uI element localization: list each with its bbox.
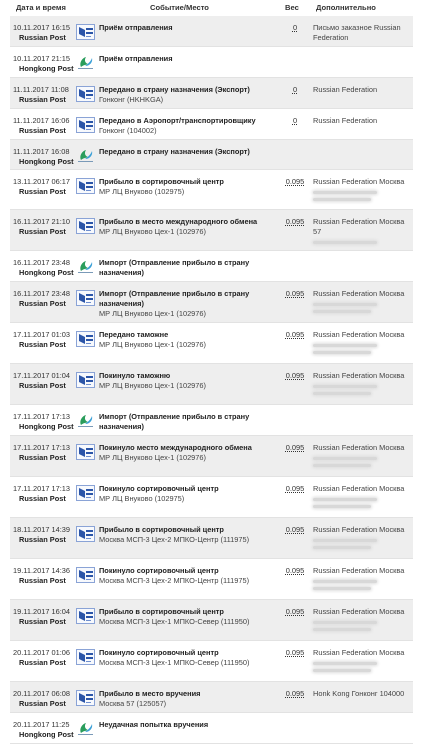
event-date: 11.11.2017 16:08 — [13, 147, 70, 156]
table-row — [10, 140, 413, 170]
event-cell — [99, 525, 265, 545]
hongkong-post-logo-icon — [76, 259, 95, 275]
redacted-address — [313, 505, 371, 508]
weight-value[interactable]: 0.095 — [285, 330, 305, 339]
event-title: Прибыло в место вручения — [99, 689, 201, 698]
carrier-name: Hongkong Post — [19, 157, 74, 166]
event-date: 10.11.2017 16:15 — [13, 23, 70, 32]
redacted-address — [313, 344, 377, 347]
table-header — [0, 0, 425, 14]
redacted-address — [313, 464, 371, 467]
extra-cell — [313, 566, 413, 590]
redacted-address — [313, 191, 377, 194]
event-location: МР ЛЦ Внуково (102975) — [99, 494, 185, 503]
event-cell — [99, 177, 265, 197]
table-row — [10, 78, 413, 109]
event-date: 16.11.2017 23:48 — [13, 289, 70, 298]
column-header-weight: Вес — [285, 3, 299, 12]
extra-text: Russian Federation Москва — [313, 443, 405, 452]
event-date: 19.11.2017 16:04 — [13, 607, 70, 616]
carrier-name: Russian Post — [19, 453, 66, 462]
event-cell — [99, 258, 265, 278]
event-title: Передано в Аэропорт/транспортировщику — [99, 116, 256, 125]
event-title: Передано таможне — [99, 330, 169, 339]
event-cell — [99, 85, 265, 105]
hongkong-post-logo-icon — [76, 148, 95, 164]
carrier-name: Russian Post — [19, 494, 66, 503]
extra-cell — [313, 525, 413, 549]
event-location: Москва 57 (125057) — [99, 699, 167, 708]
carrier-name: Hongkong Post — [19, 64, 74, 73]
extra-text: Russian Federation Москва — [313, 648, 405, 657]
event-location: МР ЛЦ Внуково Цех-1 (102976) — [99, 309, 206, 318]
event-cell — [99, 289, 265, 319]
table-row — [10, 251, 413, 282]
russian-post-logo-icon — [76, 372, 95, 388]
redacted-address — [313, 241, 377, 244]
carrier-name: Russian Post — [19, 95, 66, 104]
event-title: Прибыло в сортировочный центр — [99, 177, 224, 186]
event-title: Покинуло сортировочный центр — [99, 648, 219, 657]
russian-post-logo-icon — [76, 331, 95, 347]
event-location: Гонконг (HKHKGA) — [99, 95, 164, 104]
table-row — [10, 713, 413, 744]
table-row — [10, 436, 413, 477]
event-title: Покинуло сортировочный центр — [99, 566, 219, 575]
extra-text: Russian Federation Москва — [313, 330, 405, 339]
russian-post-logo-icon — [76, 567, 95, 583]
extra-cell — [313, 648, 413, 672]
table-row — [10, 682, 413, 713]
table-row — [10, 16, 413, 47]
table-row — [10, 47, 413, 78]
event-cell — [99, 23, 265, 33]
extra-text: Письмо заказное Russian Federation — [313, 23, 401, 42]
russian-post-logo-icon — [76, 24, 95, 40]
carrier-name: Russian Post — [19, 126, 66, 135]
hongkong-post-logo-icon — [76, 721, 95, 737]
table-row — [10, 518, 413, 559]
redacted-address — [313, 539, 377, 542]
extra-text: Russian Federation Москва — [313, 566, 405, 575]
redacted-address — [313, 498, 377, 501]
event-date: 13.11.2017 06:17 — [13, 177, 70, 186]
redacted-address — [313, 310, 371, 313]
event-title: Покинуло сортировочный центр — [99, 484, 219, 493]
event-location: МР ЛЦ Внуково Цех-1 (102976) — [99, 227, 206, 236]
event-date: 17.11.2017 17:13 — [13, 412, 70, 421]
event-date: 20.11.2017 11:25 — [13, 720, 70, 729]
event-title: Импорт (Отправление прибыло в страну назначения) — [99, 258, 250, 277]
carrier-name: Russian Post — [19, 299, 66, 308]
event-title: Приём отправления — [99, 23, 173, 32]
redacted-address — [313, 628, 371, 631]
weight-value[interactable]: 0.095 — [285, 217, 305, 226]
weight-value[interactable]: 0.095 — [285, 289, 305, 298]
event-cell — [99, 54, 265, 64]
event-location: Москва МСП-3 Цех-1 МПКО-Север (111950) — [99, 617, 250, 626]
extra-cell — [313, 289, 413, 313]
extra-text: Russian Federation Москва — [313, 607, 405, 616]
carrier-name: Russian Post — [19, 381, 66, 390]
event-location: Москва МСП-3 Цех-1 МПКО-Север (111950) — [99, 658, 250, 667]
event-date: 11.11.2017 11:08 — [13, 85, 69, 94]
table-row — [10, 364, 413, 405]
redacted-address — [313, 587, 371, 590]
event-date: 16.11.2017 21:10 — [13, 217, 70, 226]
table-row — [10, 323, 413, 364]
russian-post-logo-icon — [76, 608, 95, 624]
weight-value[interactable]: 0 — [292, 85, 298, 94]
redacted-address — [313, 669, 371, 672]
event-cell — [99, 330, 265, 350]
table-row — [10, 405, 413, 436]
table-row — [10, 559, 413, 600]
carrier-name: Russian Post — [19, 227, 66, 236]
event-title: Прибыло в сортировочный центр — [99, 607, 224, 616]
redacted-address — [313, 580, 377, 583]
event-date: 18.11.2017 14:39 — [13, 525, 70, 534]
carrier-name: Russian Post — [19, 617, 66, 626]
extra-text: Russian Federation Москва — [313, 371, 405, 380]
weight-value[interactable]: 0.095 — [285, 371, 305, 380]
russian-post-logo-icon — [76, 444, 95, 460]
event-title: Передано в страну назначения (Экспорт) — [99, 85, 250, 94]
extra-cell — [313, 217, 413, 244]
table-row — [10, 641, 413, 682]
event-cell — [99, 607, 265, 627]
redacted-address — [313, 303, 377, 306]
hongkong-post-logo-icon — [76, 55, 95, 71]
weight-value[interactable]: 0.095 — [285, 177, 305, 186]
event-location: МР ЛЦ Внуково Цех-1 (102976) — [99, 453, 206, 462]
redacted-address — [313, 198, 371, 201]
event-cell — [99, 412, 265, 432]
event-location: МР ЛЦ Внуково Цех-1 (102976) — [99, 340, 206, 349]
carrier-name: Hongkong Post — [19, 268, 74, 277]
event-location: Москва МСП-3 Цех-2 МПКО-Центр (111975) — [99, 576, 250, 585]
event-cell — [99, 371, 265, 391]
extra-text: Russian Federation Москва — [313, 525, 405, 534]
event-title: Покинуло место международного обмена — [99, 443, 252, 452]
russian-post-logo-icon — [76, 485, 95, 501]
extra-cell — [313, 85, 413, 95]
weight-value[interactable]: 0.095 — [285, 484, 305, 493]
russian-post-logo-icon — [76, 690, 95, 706]
extra-cell — [313, 330, 413, 354]
table-row — [10, 282, 413, 323]
weight-value[interactable]: 0 — [292, 116, 298, 125]
weight-value[interactable]: 0.095 — [285, 443, 305, 452]
redacted-address — [313, 385, 377, 388]
event-date: 17.11.2017 01:04 — [13, 371, 70, 380]
row-divider — [10, 743, 413, 744]
russian-post-logo-icon — [76, 290, 95, 306]
column-header-date: Дата и время — [16, 3, 66, 12]
extra-cell — [313, 484, 413, 508]
russian-post-logo-icon — [76, 526, 95, 542]
event-cell — [99, 443, 265, 463]
extra-cell — [313, 371, 413, 395]
russian-post-logo-icon — [76, 86, 95, 102]
hongkong-post-logo-icon — [76, 413, 95, 429]
event-location: МР ЛЦ Внуково (102975) — [99, 187, 185, 196]
column-header-extra: Дополнительно — [316, 3, 376, 12]
redacted-address — [313, 546, 371, 549]
event-title: Импорт (Отправление прибыло в страну назначения) — [99, 412, 250, 431]
carrier-name: Hongkong Post — [19, 422, 74, 431]
event-date: 17.11.2017 17:13 — [13, 484, 70, 493]
event-title: Передано в страну назначения (Экспорт) — [99, 147, 250, 156]
event-location: Москва МСП-3 Цех-2 МПКО-Центр (111975) — [99, 535, 250, 544]
event-location: Гонконг (104002) — [99, 126, 157, 135]
table-row — [10, 210, 413, 251]
event-title: Приём отправления — [99, 54, 173, 63]
event-title: Прибыло в место международного обмена — [99, 217, 258, 226]
event-cell — [99, 484, 265, 504]
carrier-name: Russian Post — [19, 33, 66, 42]
event-date: 11.11.2017 16:06 — [13, 116, 70, 125]
carrier-name: Russian Post — [19, 658, 66, 667]
russian-post-logo-icon — [76, 218, 95, 234]
event-title: Покинуло таможню — [99, 371, 171, 380]
weight-value[interactable]: 0.095 — [285, 525, 305, 534]
event-title: Импорт (Отправление прибыло в страну назначения) — [99, 289, 250, 308]
carrier-name: Russian Post — [19, 535, 66, 544]
event-date: 19.11.2017 14:36 — [13, 566, 70, 575]
carrier-name: Hongkong Post — [19, 730, 74, 739]
carrier-name: Russian Post — [19, 699, 66, 708]
column-header-event: Событие/Место — [150, 3, 209, 12]
weight-value[interactable]: 0.095 — [285, 607, 305, 616]
carrier-name: Russian Post — [19, 576, 66, 585]
event-cell — [99, 116, 265, 136]
weight-value[interactable]: 0 — [292, 23, 298, 32]
table-row — [10, 477, 413, 518]
extra-cell — [313, 23, 413, 43]
extra-text: Russian Federation — [313, 116, 378, 125]
weight-value[interactable]: 0.095 — [285, 689, 305, 698]
event-date: 20.11.2017 01:06 — [13, 648, 70, 657]
event-cell — [99, 566, 265, 586]
event-location: МР ЛЦ Внуково Цех-1 (102976) — [99, 381, 206, 390]
event-cell — [99, 648, 265, 668]
redacted-address — [313, 351, 371, 354]
event-title: Неудачная попытка вручения — [99, 720, 209, 729]
event-cell — [99, 147, 265, 157]
redacted-address — [313, 392, 371, 395]
event-date: 16.11.2017 23:48 — [13, 258, 70, 267]
event-date: 17.11.2017 01:03 — [13, 330, 70, 339]
event-cell — [99, 720, 265, 730]
weight-value[interactable]: 0.095 — [285, 648, 305, 657]
russian-post-logo-icon — [76, 649, 95, 665]
event-cell — [99, 217, 265, 237]
extra-text: Russian Federation Москва — [313, 484, 405, 493]
carrier-name: Russian Post — [19, 340, 66, 349]
table-row — [10, 170, 413, 210]
extra-cell — [313, 177, 413, 201]
extra-cell — [313, 443, 413, 467]
event-date: 10.11.2017 21:15 — [13, 54, 70, 63]
extra-cell — [313, 689, 413, 699]
carrier-name: Russian Post — [19, 187, 66, 196]
russian-post-logo-icon — [76, 117, 95, 133]
extra-text: Russian Federation Москва — [313, 177, 405, 186]
table-row — [10, 600, 413, 641]
redacted-address — [313, 662, 377, 665]
event-date: 20.11.2017 06:08 — [13, 689, 70, 698]
extra-text: Russian Federation Москва — [313, 289, 405, 298]
extra-text: Honk Kong Гонконг 104000 — [313, 689, 405, 698]
extra-text: Russian Federation — [313, 85, 378, 94]
extra-cell — [313, 607, 413, 631]
weight-value[interactable]: 0.095 — [285, 566, 305, 575]
event-date: 17.11.2017 17:13 — [13, 443, 70, 452]
event-cell — [99, 689, 265, 709]
extra-cell — [313, 116, 413, 126]
russian-post-logo-icon — [76, 178, 95, 194]
event-title: Прибыло в сортировочный центр — [99, 525, 224, 534]
redacted-address — [313, 457, 377, 460]
redacted-address — [313, 621, 377, 624]
table-row — [10, 109, 413, 140]
extra-text: Russian Federation Москва 57 — [313, 217, 405, 236]
